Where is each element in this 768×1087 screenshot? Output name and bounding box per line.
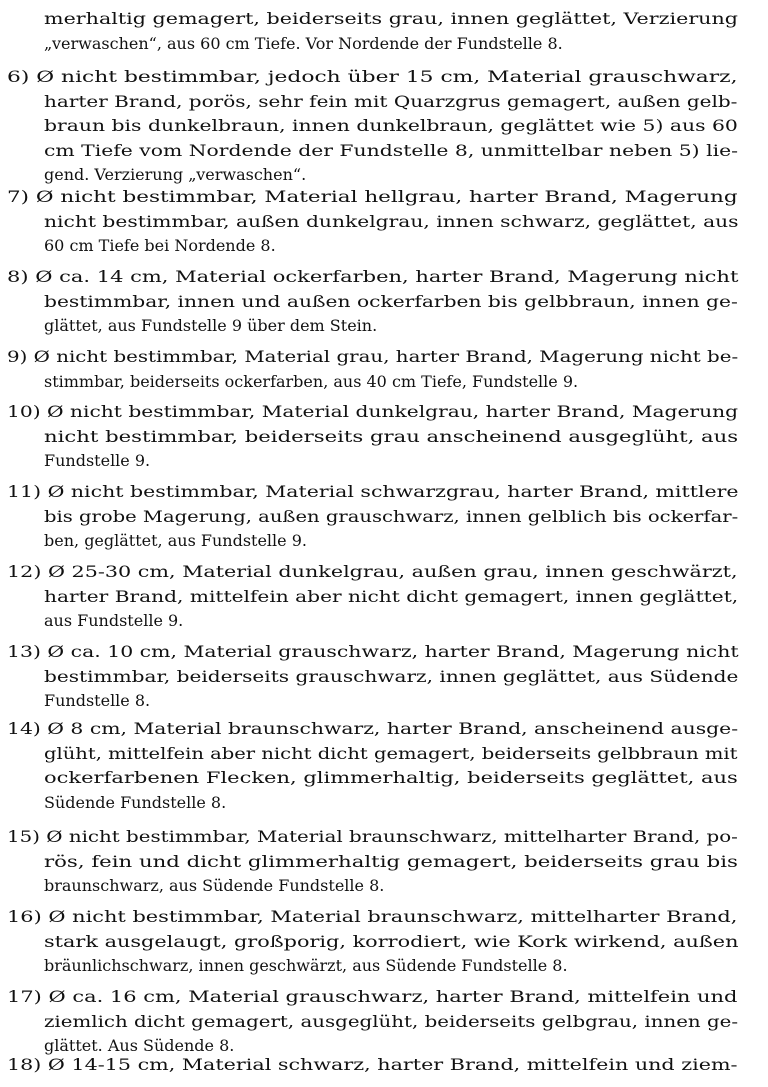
entry-text-line: harter Brand, porös, sehr fein mit Quarzgrus gemagert, außen gelb- bbox=[44, 91, 738, 111]
entry-text-line: aus Fundstelle 9. bbox=[44, 611, 184, 630]
entry-text-line: nicht bestimmbar, beiderseits grau anscheinend ausgeglüht, aus bbox=[44, 426, 739, 446]
entry-text-line: merhaltig gemagert, beiderseits grau, innen geglättet, Verzierung bbox=[44, 9, 738, 28]
entry-text-line: cm Tiefe vom Nordende der Fundstelle 8, unmittelbar neben 5) lie- bbox=[44, 140, 739, 160]
entry-text-line: ben, geglättet, aus Fundstelle 9. bbox=[44, 531, 307, 550]
entry-text-line: bräunlichschwarz, innen geschwärzt, aus Südende Fundstelle 8. bbox=[44, 956, 568, 975]
entry-first-line: 10) Ø nicht bestimmbar, Material dunkelgrau, harter Brand, Magerung bbox=[7, 402, 739, 421]
entry-text-line: Fundstelle 8. bbox=[44, 691, 151, 710]
entry-text-line: „verwaschen“, aus 60 cm Tiefe. Vor Nordende der Fundstelle 8. bbox=[44, 33, 563, 53]
entry-first-line: 7) Ø nicht bestimmbar, Material hellgrau, harter Brand, Magerung bbox=[7, 187, 738, 206]
entry-text-line: 60 cm Tiefe bei Nordende 8. bbox=[44, 236, 276, 255]
entry-text-line: ziemlich dicht gemagert, ausgeglüht, beiderseits gelbgrau, innen ge- bbox=[44, 1011, 739, 1031]
entry-text-line: glüht, mittelfein aber nicht dicht gemagert, beiderseits gelbbraun mit bbox=[44, 743, 738, 763]
entry-text-line: nicht bestimmbar, außen dunkelgrau, innen schwarz, geglättet, aus bbox=[44, 211, 739, 231]
entry-text-line: stark ausgelaugt, großporig, korrodiert, wie Kork wirkend, außen bbox=[44, 931, 739, 951]
entry-text-line: harter Brand, mittelfein aber nicht dicht gemagert, innen geglättet, bbox=[44, 586, 739, 606]
entry-text-line: bis grobe Magerung, außen grauschwarz, innen gelblich bis ockerfar- bbox=[44, 506, 739, 526]
entry-first-line: 16) Ø nicht bestimmbar, Material braunschwarz, mittelharter Brand, bbox=[7, 907, 738, 926]
entry-text-line: gend. Verzierung „verwaschen“. bbox=[44, 165, 307, 184]
entry-text-line: bestimmbar, beiderseits grauschwarz, innen geglättet, aus Südende bbox=[44, 666, 739, 686]
entry-first-line: 9) Ø nicht bestimmbar, Material grau, harter Brand, Magerung nicht be- bbox=[7, 347, 739, 366]
entry-first-line: 14) Ø 8 cm, Material braunschwarz, harter Brand, anscheinend ausge- bbox=[7, 719, 739, 738]
entry-first-line: 11) Ø nicht bestimmbar, Material schwarzgrau, harter Brand, mittlere bbox=[7, 482, 739, 501]
entry-text-line: braunschwarz, aus Südende Fundstelle 8. bbox=[44, 876, 385, 895]
entry-text-line: rös, fein und dicht glimmerhaltig gemagert, beiderseits grau bis bbox=[44, 851, 738, 871]
entry-first-line: 12) Ø 25-30 cm, Material dunkelgrau, außen grau, innen geschwärzt, bbox=[7, 562, 738, 581]
entry-text-line: Südende Fundstelle 8. bbox=[44, 792, 227, 812]
entry-text-line: glättet, aus Fundstelle 9 über dem Stein. bbox=[44, 316, 378, 335]
entry-text-line: ockerfarbenen Flecken, glimmerhaltig, beiderseits geglättet, aus bbox=[44, 768, 738, 787]
entry-first-line: 6) Ø nicht bestimmbar, jedoch über 15 cm, Material grauschwarz, bbox=[7, 67, 738, 86]
entry-text-line: Fundstelle 9. bbox=[44, 451, 151, 470]
entry-first-line: 13) Ø ca. 10 cm, Material grauschwarz, harter Brand, Magerung nicht bbox=[7, 642, 739, 661]
entry-first-line: 8) Ø ca. 14 cm, Material ockerfarben, harter Brand, Magerung nicht bbox=[7, 267, 739, 286]
entry-text-line: braun bis dunkelbraun, innen dunkelbraun, geglättet wie 5) aus 60 bbox=[44, 116, 738, 135]
entry-text-line: bestimmbar, innen und außen ockerfarben bis gelbbraun, innen ge- bbox=[44, 291, 738, 311]
entry-first-line: 18) Ø 14-15 cm, Material schwarz, harter Brand, mittelfein und ziem- bbox=[7, 1055, 738, 1074]
entry-first-line: 15) Ø nicht bestimmbar, Material braunschwarz, mittelharter Brand, po- bbox=[7, 827, 738, 846]
entry-text-line: stimmbar, beiderseits ockerfarben, aus 40 cm Tiefe, Fundstelle 9. bbox=[44, 371, 579, 391]
entry-first-line: 17) Ø ca. 16 cm, Material grauschwarz, harter Brand, mittelfein und bbox=[7, 987, 738, 1006]
entry-text-line: glättet. Aus Südende 8. bbox=[44, 1036, 235, 1055]
